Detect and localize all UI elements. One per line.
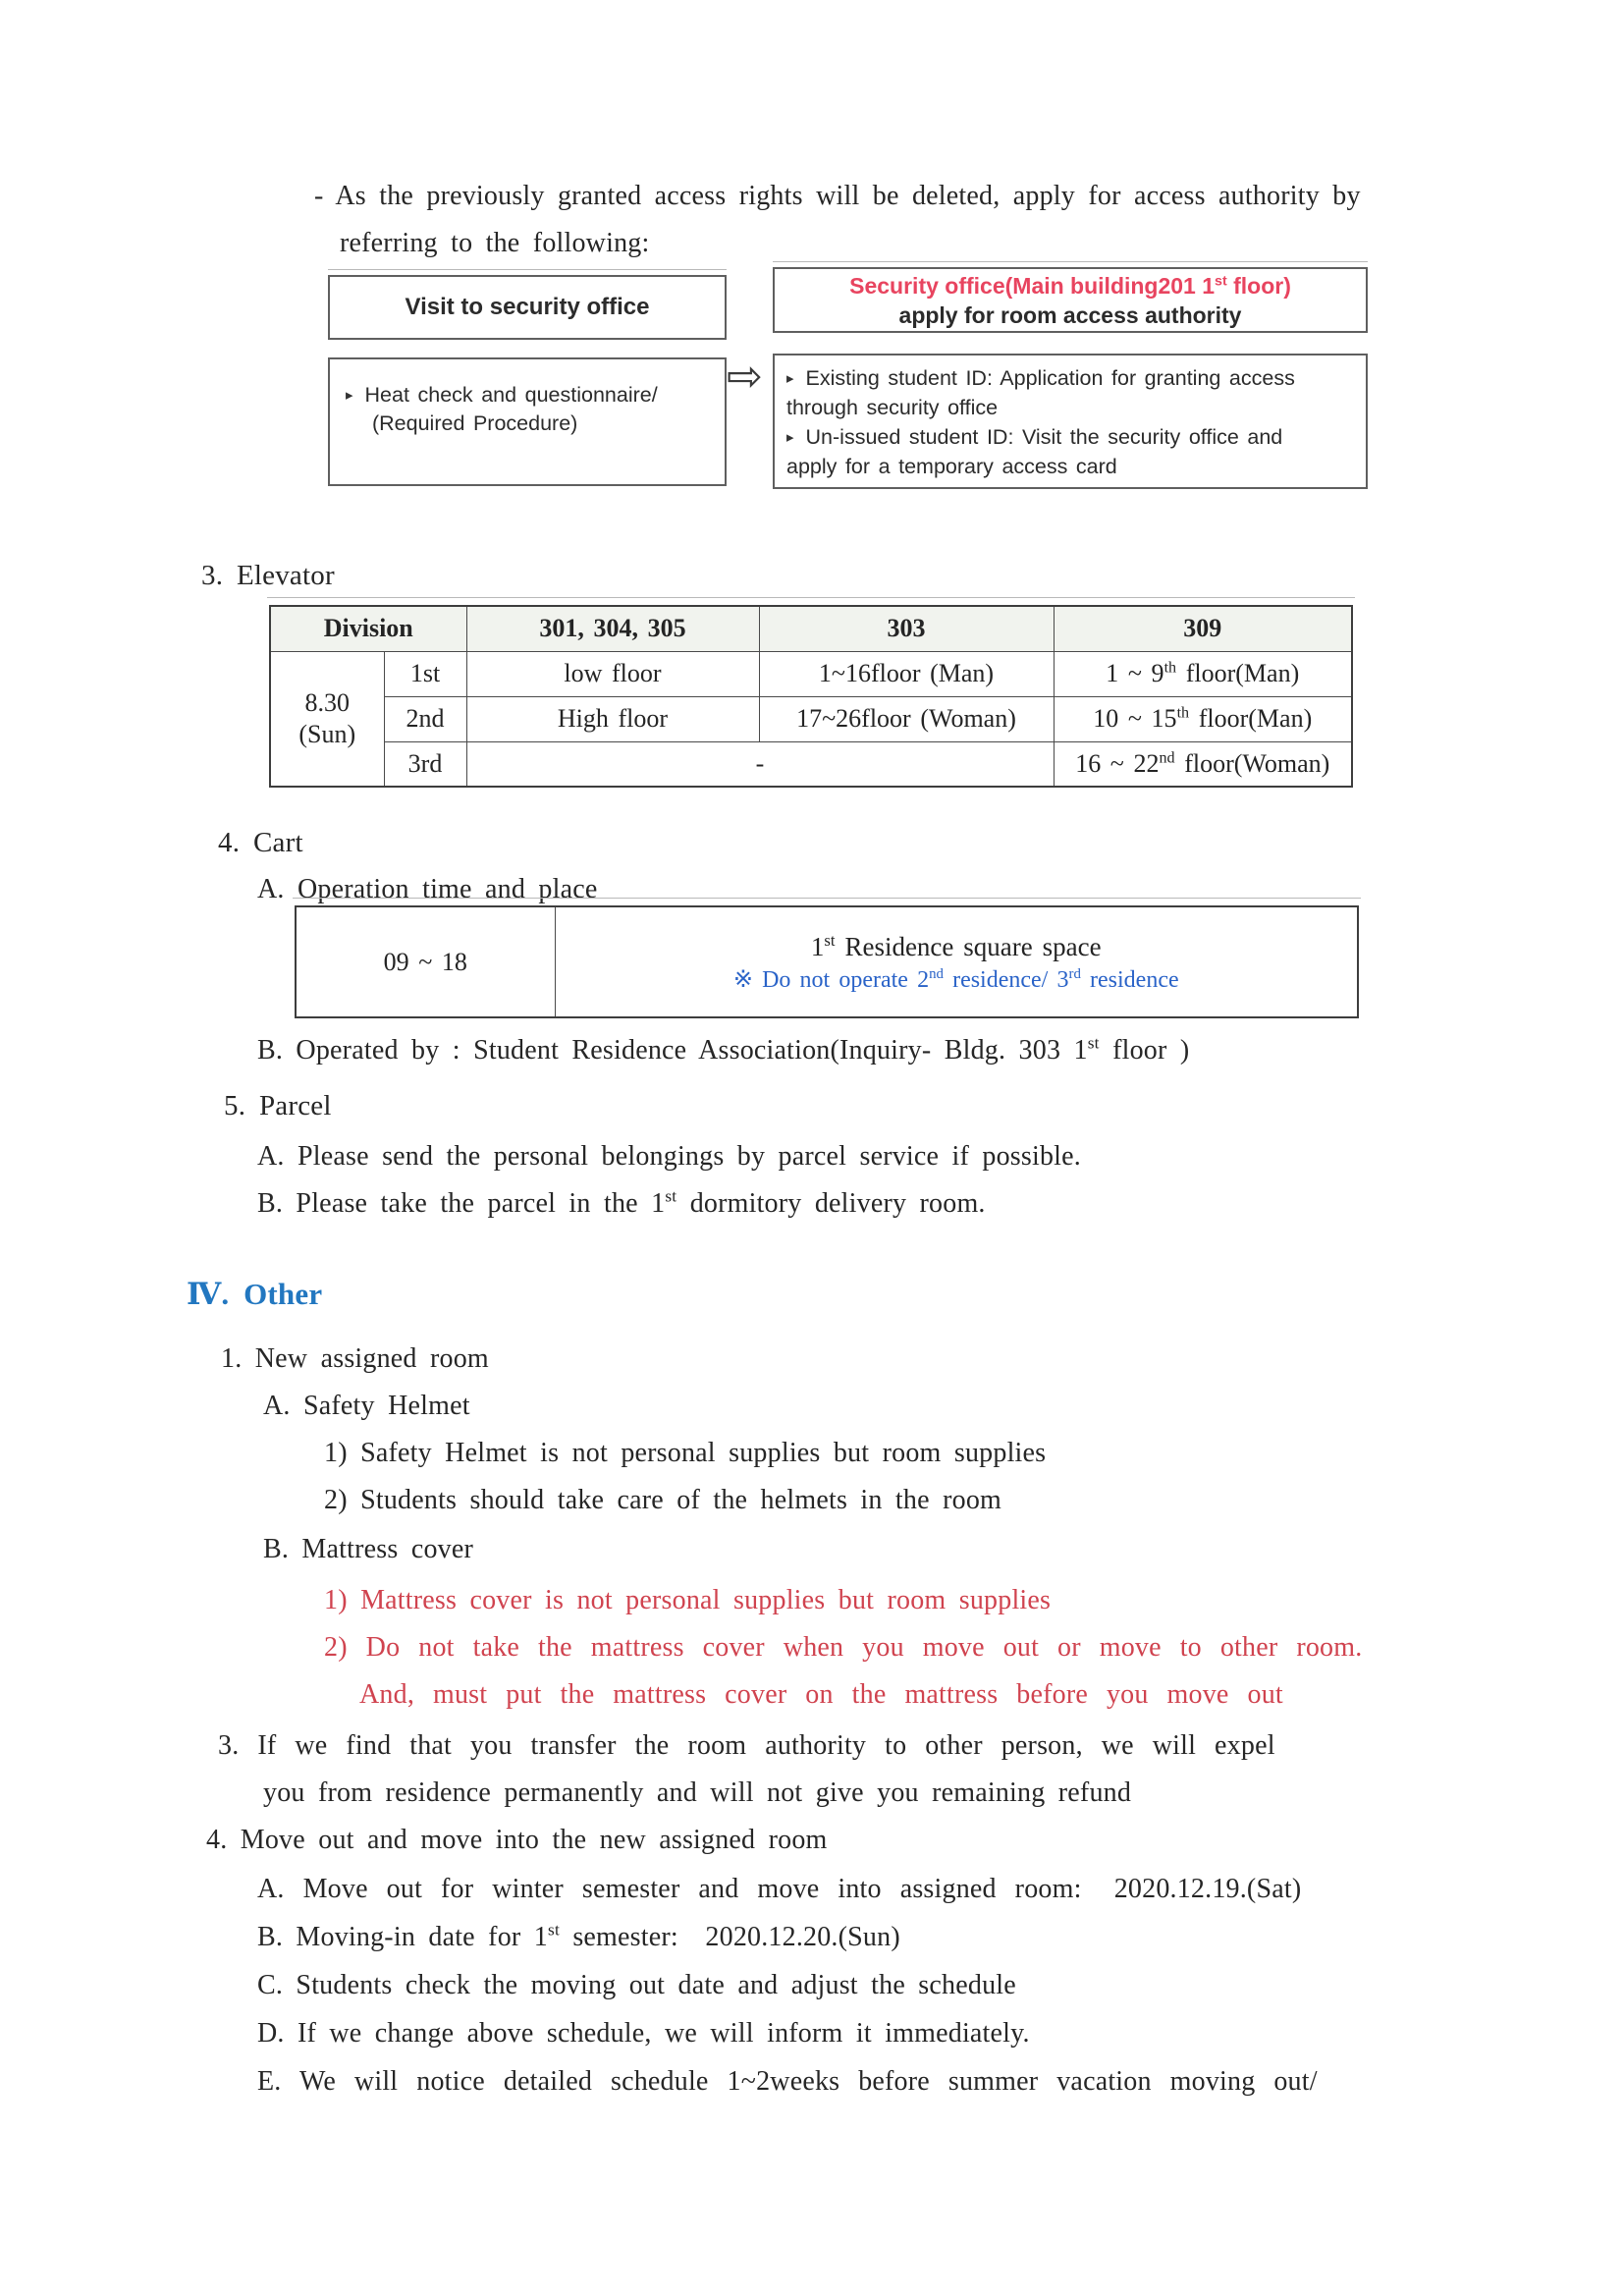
elevator-row-2 [270,696,1352,741]
building-309-header-cell: 309 [1054,606,1352,651]
cell-merged-dash: - [466,741,1054,787]
heat-check-text: Heat check and questionnaire/ [364,383,658,407]
heat-check-line-1 [346,381,711,410]
other-item-3-line-1: 3. If we find that you transfer the room authority to other person, we will expel [218,1730,1275,1761]
heat-check-line-2: (Required Procedure) [372,411,578,435]
moveout-item-c: C. Students check the moving out date and adjust the schedule [257,1970,1016,2000]
access-step-2 [786,422,1354,452]
cart-item-b: B. Operated by : Student Residence Association(Inquiry- Bldg. 303 1st floor ) [257,1033,1190,1066]
access-step-2-cont: apply for a temporary access card [786,455,1117,478]
order-cell-3rd: 3rd [384,741,466,787]
other-heading: Ⅳ. Other [187,1277,323,1311]
cell-303-row2: 17~26floor (Woman) [759,696,1054,741]
right-arrow-icon: ⇨ [727,352,763,402]
cell-309-row2: 10 ~ 15th floor(Man) [1054,696,1352,741]
heat-check-box [328,357,727,486]
mattress-sub-2-cont: And, must put the mattress cover on the mattress before you move out [359,1679,1283,1710]
other-item-3-line-2: you from residence permanently and will not give you remaining refund [263,1777,1132,1808]
triangle-bullet-icon: ▸ [786,369,794,387]
elevator-header-row [270,606,1352,651]
parcel-heading: 5. Parcel [224,1090,332,1121]
division-header-cell: Division [270,606,466,651]
moveout-item-d: D. If we change above schedule, we will inform it immediately. [257,2018,1030,2049]
elevator-row-1 [270,651,1352,696]
date-line-2: (Sun) [298,719,356,748]
cart-item-a: A. Operation time and place [257,874,598,904]
building-301-304-305-header-cell: 301, 304, 305 [466,606,759,651]
cart-heading: 4. Cart [218,827,303,858]
parcel-item-a: A. Please send the personal belongings by parcel service if possible. [257,1141,1081,1172]
moveout-item-a: A. Move out for winter semester and move into assigned room: 2020.12.19.(Sat) [257,1874,1302,1904]
order-cell-2nd: 2nd [384,696,466,741]
elevator-table [269,605,1353,788]
intro-line-2: referring to the following: [340,228,650,258]
access-step-2-text: Un-issued student ID: Visit the security office and [805,425,1283,449]
cart-table [295,905,1359,1018]
access-step-1-cont: through security office [786,396,999,419]
cart-row [296,906,1358,1017]
intro-line-1: - As the previously granted access rights will be deleted, apply for access authority by [314,181,1361,211]
mattress-sub-2: 2) Do not take the mattress cover when you move out or move to other room. [324,1632,1363,1663]
cell-309-row3: 16 ~ 22nd floor(Woman) [1054,741,1352,787]
moveout-item-e: E. We will notice detailed schedule 1~2weeks before summer vacation moving out/ [257,2066,1318,2097]
order-cell-1st: 1st [384,651,466,696]
mattress-cover-item: B. Mattress cover [263,1534,474,1564]
cell-303-row1: 1~16floor (Man) [759,651,1054,696]
elevator-row-3 [270,741,1352,787]
cell-low-floor: low floor [466,651,759,696]
access-step-1 [786,363,1354,393]
security-office-box [773,267,1368,333]
cart-place-cell [555,906,1358,1017]
visit-security-office-box [328,275,727,340]
safety-helmet-item: A. Safety Helmet [263,1391,470,1421]
date-cell [270,651,384,787]
elevator-heading: 3. Elevator [201,560,335,591]
mattress-sub-1: 1) Mattress cover is not personal supplies but room supplies [324,1585,1052,1615]
building-303-header-cell: 303 [759,606,1054,651]
access-steps-box [773,354,1368,489]
date-line-1: 8.30 [304,687,350,717]
cell-high-floor: High floor [466,696,759,741]
elevator-table-wrap [269,605,1353,788]
cart-place-line: 1st Residence square space [810,930,1102,961]
cart-time-cell: 09 ~ 18 [296,906,555,1017]
moveout-item-b: B. Moving-in date for 1st semester: 2020.12.20.(Sun) [257,1920,900,1952]
access-step-1-text: Existing student ID: Application for granting access [805,366,1295,390]
other-item-4: 4. Move out and move into the new assigned room [206,1825,828,1855]
cell-309-row1: 1 ~ 9th floor(Man) [1054,651,1352,696]
parcel-item-b: B. Please take the parcel in the 1st dormitory delivery room. [257,1186,986,1219]
security-office-title: Security office(Main building201 1st floor) [849,273,1291,299]
other-item-1: 1. New assigned room [221,1343,489,1374]
cart-table-wrap [295,905,1359,1018]
safety-helmet-sub-2: 2) Students should take care of the helmets in the room [324,1485,1002,1515]
triangle-bullet-icon: ▸ [786,428,794,446]
cart-note-line: ※ Do not operate 2nd residence/ 3rd residence [732,965,1179,993]
safety-helmet-sub-1: 1) Safety Helmet is not personal supplies but room supplies [324,1438,1047,1468]
visit-security-office-label: Visit to security office [405,294,650,320]
triangle-bullet-icon: ▸ [346,386,353,404]
security-office-subtitle: apply for room access authority [898,302,1242,328]
